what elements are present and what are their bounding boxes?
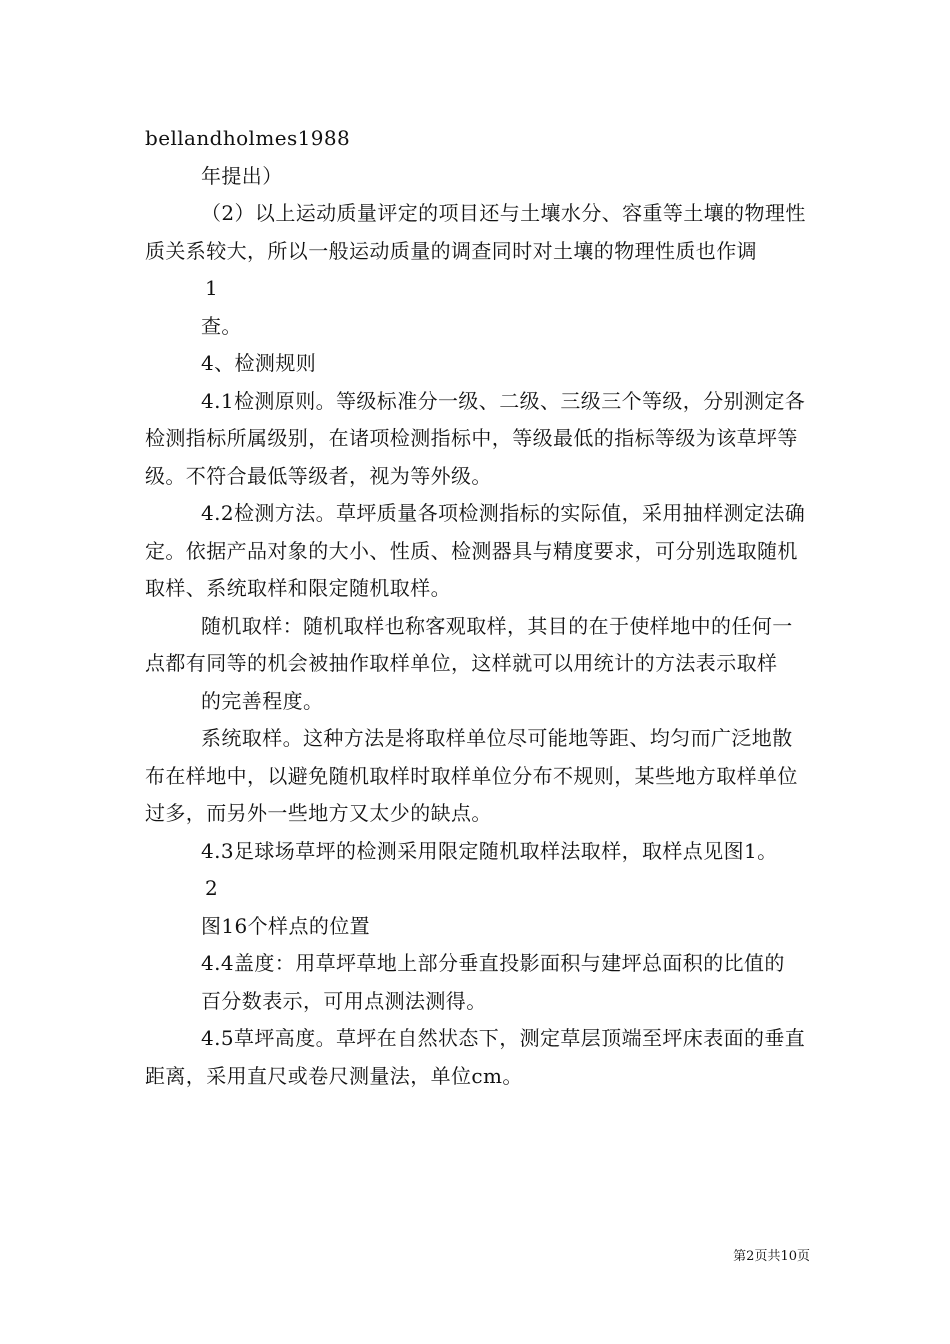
paragraph-soil-properties: （2）以上运动质量评定的项目还与土壤水分、容重等土壤的物理性质关系较大，所以一般运动质量的调查同时对土壤的物理性质也作调 (145, 201, 806, 263)
paragraph-completeness: 的完善程度。 (201, 688, 324, 713)
paragraph-4-1: 4.1检测原则。等级标准分一级、二级、三级三个等级，分别测定各检测指标所属级别，在诸项检测指标中，等级最低的指标等级为该草坪等级。不符合最低等级者，视为等外级。 (145, 388, 806, 488)
paragraph-reference: bellandholmes1988 (145, 126, 351, 150)
figure-caption: 图16个样点的位置 (201, 913, 371, 938)
paragraph-year: 年提出） (201, 163, 283, 188)
paragraph-4-4: 4.4盖度：用草坪草地上部分垂直投影面积与建坪总面积的比值的 (201, 951, 785, 975)
document-body (145, 120, 810, 1095)
paragraph-4-5: 4.5草坪高度。草坪在自然状态下，测定草层顶端至坪床表面的垂直距离，采用直尺或卷尺测量法，单位cm。 (145, 1026, 806, 1088)
footnote-marker-1: 1 (205, 276, 219, 300)
paragraph-random-sampling: 随机取样：随机取样也称客观取样，其目的在于使样地中的任何一点都有同等的机会被抽作取样单位，这样就可以用统计的方法表示取样 (145, 613, 793, 675)
paragraph-percentage: 百分数表示，可用点测法测得。 (201, 988, 487, 1013)
paragraph-4-3: 4.3足球场草坪的检测采用限定随机取样法取样，取样点见图1。 (201, 838, 778, 863)
paragraph-cha: 查。 (201, 313, 242, 338)
paragraph-systematic-sampling: 系统取样。这种方法是将取样单位尽可能地等距、均匀而广泛地散布在样地中，以避免随机取样时取样单位分布不规则，某些地方取样单位过多，而另外一些地方又太少的缺点。 (145, 726, 798, 825)
footnote-marker-2: 2 (205, 876, 219, 900)
paragraph-4-2: 4.2检测方法。草坪质量各项检测指标的实际值，采用抽样测定法确定。依据产品对象的大小、性质、检测器具与精度要求，可分别选取随机取样、系统取样和限定随机取样。 (145, 501, 806, 600)
section-heading-rules: 4、检测规则 (201, 351, 317, 375)
page-number: 第2页共10页 (733, 1249, 810, 1264)
